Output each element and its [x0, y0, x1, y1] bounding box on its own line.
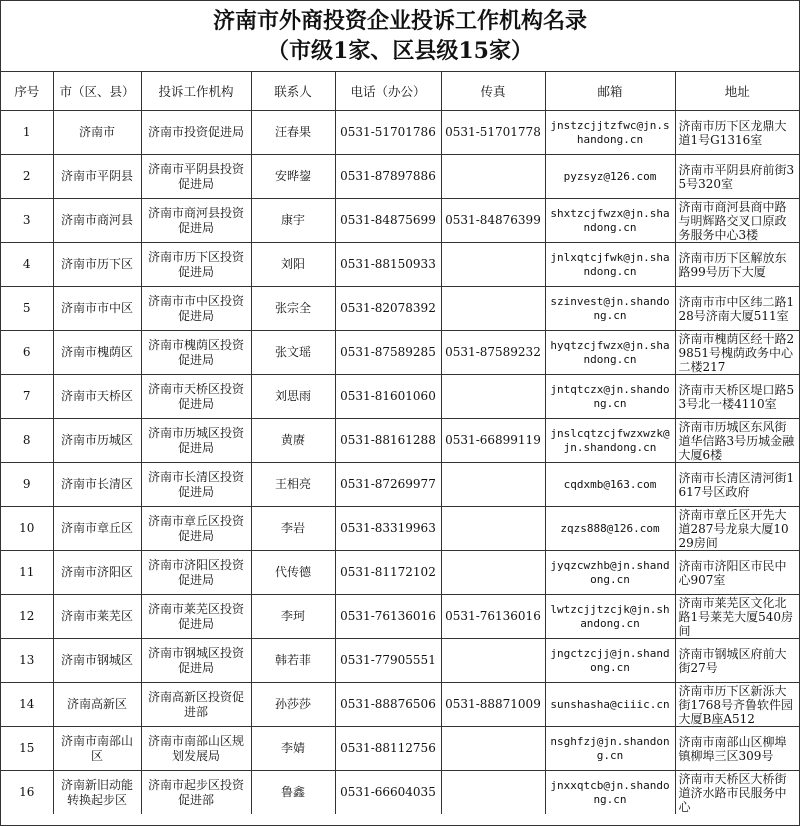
cell-email: jyqzcwzhb@jn.shandong.cn [545, 551, 675, 595]
cell-contact: 张文瑶 [251, 331, 335, 375]
table-row [1, 771, 799, 815]
cell-contact: 康宇 [251, 199, 335, 243]
cell-org: 济南市平阴县投资促进局 [141, 155, 251, 199]
cell-district: 济南市商河县 [53, 199, 141, 243]
cell-address: 济南市天桥区大桥街道济水路市民服务中心 [675, 771, 799, 815]
cell-address: 济南市章丘区开先大道287号龙泉大厦1029房间 [675, 507, 799, 551]
cell-no: 9 [1, 463, 53, 507]
cell-email: jnlxqtcjfwk@jn.shandong.cn [545, 243, 675, 287]
cell-org: 济南高新区投资促进部 [141, 683, 251, 727]
cell-email: jnxxqtcb@jn.shandong.cn [545, 771, 675, 815]
table-row [1, 639, 799, 683]
cell-contact: 刘阳 [251, 243, 335, 287]
cell-no: 4 [1, 243, 53, 287]
cell-contact: 孙莎莎 [251, 683, 335, 727]
cell-address: 济南市历下区新泺大街1768号齐鲁软件园大厦B座A512 [675, 683, 799, 727]
cell-no: 5 [1, 287, 53, 331]
cell-fax [441, 639, 545, 683]
cell-contact: 李珂 [251, 595, 335, 639]
cell-district: 济南市莱芜区 [53, 595, 141, 639]
cell-address: 济南市平阴县府前街35号320室 [675, 155, 799, 199]
cell-no: 3 [1, 199, 53, 243]
table-row [1, 375, 799, 419]
cell-contact: 李婧 [251, 727, 335, 771]
cell-address: 济南市莱芜区文化北路1号莱芜大厦540房间 [675, 595, 799, 639]
cell-contact: 王相亮 [251, 463, 335, 507]
cell-email: zqzs888@126.com [545, 507, 675, 551]
cell-address: 济南市南部山区柳埠镇柳埠三区309号 [675, 727, 799, 771]
cell-no: 1 [1, 111, 53, 155]
cell-fax [441, 727, 545, 771]
cell-email: jnslcqtzcjfwzxwzk@jn.shandong.cn [545, 419, 675, 463]
cell-district: 济南新旧动能转换起步区 [53, 771, 141, 815]
cell-org: 济南市商河县投资促进局 [141, 199, 251, 243]
directory-table [1, 72, 799, 814]
header-phone: 电话（办公） [335, 72, 441, 111]
cell-district: 济南市 [53, 111, 141, 155]
cell-address: 济南市商河县商中路与明辉路交叉口原政务服务中心3楼 [675, 199, 799, 243]
cell-contact: 安晔鋆 [251, 155, 335, 199]
cell-email: pyzsyz@126.com [545, 155, 675, 199]
cell-phone: 0531-83319963 [335, 507, 441, 551]
cell-phone: 0531-77905551 [335, 639, 441, 683]
table-row [1, 595, 799, 639]
cell-district: 济南市钢城区 [53, 639, 141, 683]
cell-phone: 0531-87269977 [335, 463, 441, 507]
table-row [1, 199, 799, 243]
cell-district: 济南市平阴县 [53, 155, 141, 199]
cell-no: 15 [1, 727, 53, 771]
cell-address: 济南市济阳区市民中心907室 [675, 551, 799, 595]
cell-phone: 0531-84875699 [335, 199, 441, 243]
cell-phone: 0531-66604035 [335, 771, 441, 815]
cell-email: lwtzcjjtzcjk@jn.shandong.cn [545, 595, 675, 639]
cell-org: 济南市历下区投资促进局 [141, 243, 251, 287]
cell-contact: 鲁鑫 [251, 771, 335, 815]
cell-fax [441, 243, 545, 287]
cell-no: 14 [1, 683, 53, 727]
cell-fax: 0531-66899119 [441, 419, 545, 463]
cell-no: 2 [1, 155, 53, 199]
cell-address: 济南市长清区清河街1617号区政府 [675, 463, 799, 507]
cell-no: 16 [1, 771, 53, 815]
cell-district: 济南市长清区 [53, 463, 141, 507]
cell-address: 济南市历城区东风街道华信路3号历城金融大厦6楼 [675, 419, 799, 463]
cell-fax: 0531-76136016 [441, 595, 545, 639]
header-no: 序号 [1, 72, 53, 111]
cell-no: 12 [1, 595, 53, 639]
cell-email: jnstzcjjtzfwc@jn.shandong.cn [545, 111, 675, 155]
table-row [1, 331, 799, 375]
cell-contact: 张宗全 [251, 287, 335, 331]
cell-no: 13 [1, 639, 53, 683]
table-row [1, 243, 799, 287]
title-line-2: （市级1家、区县级15家） [267, 38, 533, 64]
table-header-row [1, 72, 799, 111]
cell-org: 济南市投资促进局 [141, 111, 251, 155]
cell-phone: 0531-88112756 [335, 727, 441, 771]
cell-address: 济南市天桥区堤口路53号北一楼4110室 [675, 375, 799, 419]
cell-email: jntqtczx@jn.shandong.cn [545, 375, 675, 419]
header-district: 市（区、县） [53, 72, 141, 111]
cell-address: 济南市市中区纬二路128号济南大厦511室 [675, 287, 799, 331]
cell-fax [441, 375, 545, 419]
cell-org: 济南市起步区投资促进部 [141, 771, 251, 815]
cell-fax: 0531-87589232 [441, 331, 545, 375]
cell-fax [441, 771, 545, 815]
cell-contact: 韩若菲 [251, 639, 335, 683]
cell-org: 济南市钢城区投资促进局 [141, 639, 251, 683]
cell-fax [441, 551, 545, 595]
cell-phone: 0531-87589285 [335, 331, 441, 375]
cell-email: szinvest@jn.shandong.cn [545, 287, 675, 331]
table-row [1, 419, 799, 463]
cell-no: 7 [1, 375, 53, 419]
cell-address: 济南市历下区解放东路99号历下大厦 [675, 243, 799, 287]
cell-district: 济南市槐荫区 [53, 331, 141, 375]
title-line-1: 济南市外商投资企业投诉工作机构名录 [212, 8, 587, 34]
cell-district: 济南高新区 [53, 683, 141, 727]
table-row [1, 287, 799, 331]
cell-email: hyqtzcjfwzx@jn.shandong.cn [545, 331, 675, 375]
cell-email: sunshasha@ciiic.cn [545, 683, 675, 727]
table-row [1, 727, 799, 771]
cell-fax [441, 287, 545, 331]
cell-no: 10 [1, 507, 53, 551]
cell-district: 济南市历下区 [53, 243, 141, 287]
header-email: 邮箱 [545, 72, 675, 111]
cell-phone: 0531-51701786 [335, 111, 441, 155]
cell-district: 济南市济阳区 [53, 551, 141, 595]
cell-email: nsghfzj@jn.shandong.cn [545, 727, 675, 771]
cell-fax [441, 507, 545, 551]
cell-phone: 0531-81172102 [335, 551, 441, 595]
table-row [1, 463, 799, 507]
cell-address: 济南市历下区龙鼎大道1号G1316室 [675, 111, 799, 155]
cell-no: 8 [1, 419, 53, 463]
header-contact: 联系人 [251, 72, 335, 111]
table-body [1, 111, 799, 815]
cell-district: 济南市历城区 [53, 419, 141, 463]
table-row [1, 507, 799, 551]
table-row [1, 111, 799, 155]
header-address: 地址 [675, 72, 799, 111]
cell-fax [441, 463, 545, 507]
cell-district: 济南市章丘区 [53, 507, 141, 551]
cell-phone: 0531-88876506 [335, 683, 441, 727]
document-title [1, 1, 799, 72]
cell-fax: 0531-84876399 [441, 199, 545, 243]
cell-org: 济南市长清区投资促进局 [141, 463, 251, 507]
cell-contact: 李岩 [251, 507, 335, 551]
table-row [1, 155, 799, 199]
cell-email: cqdxmb@163.com [545, 463, 675, 507]
table-row [1, 683, 799, 727]
cell-email: shxtzcjfwzx@jn.shandong.cn [545, 199, 675, 243]
cell-org: 济南市市中区投资促进局 [141, 287, 251, 331]
cell-org: 济南市槐荫区投资促进局 [141, 331, 251, 375]
cell-org: 济南市天桥区投资促进局 [141, 375, 251, 419]
cell-contact: 黄赓 [251, 419, 335, 463]
cell-phone: 0531-88161288 [335, 419, 441, 463]
cell-no: 11 [1, 551, 53, 595]
cell-phone: 0531-87897886 [335, 155, 441, 199]
header-fax: 传真 [441, 72, 545, 111]
cell-contact: 代传德 [251, 551, 335, 595]
header-org: 投诉工作机构 [141, 72, 251, 111]
cell-phone: 0531-81601060 [335, 375, 441, 419]
cell-org: 济南市南部山区规划发展局 [141, 727, 251, 771]
cell-phone: 0531-82078392 [335, 287, 441, 331]
cell-org: 济南市莱芜区投资促进局 [141, 595, 251, 639]
cell-contact: 刘思雨 [251, 375, 335, 419]
cell-no: 6 [1, 331, 53, 375]
cell-fax: 0531-88871009 [441, 683, 545, 727]
cell-phone: 0531-88150933 [335, 243, 441, 287]
cell-org: 济南市历城区投资促进局 [141, 419, 251, 463]
cell-email: jngctzcjj@jn.shandong.cn [545, 639, 675, 683]
cell-fax: 0531-51701778 [441, 111, 545, 155]
cell-address: 济南市槐荫区经十路29851号槐荫政务中心二楼217 [675, 331, 799, 375]
cell-contact: 汪春果 [251, 111, 335, 155]
cell-district: 济南市南部山区 [53, 727, 141, 771]
cell-district: 济南市市中区 [53, 287, 141, 331]
cell-district: 济南市天桥区 [53, 375, 141, 419]
cell-org: 济南市章丘区投资促进局 [141, 507, 251, 551]
cell-org: 济南市济阳区投资促进局 [141, 551, 251, 595]
table-row [1, 551, 799, 595]
cell-fax [441, 155, 545, 199]
cell-phone: 0531-76136016 [335, 595, 441, 639]
cell-address: 济南市钢城区府前大街27号 [675, 639, 799, 683]
